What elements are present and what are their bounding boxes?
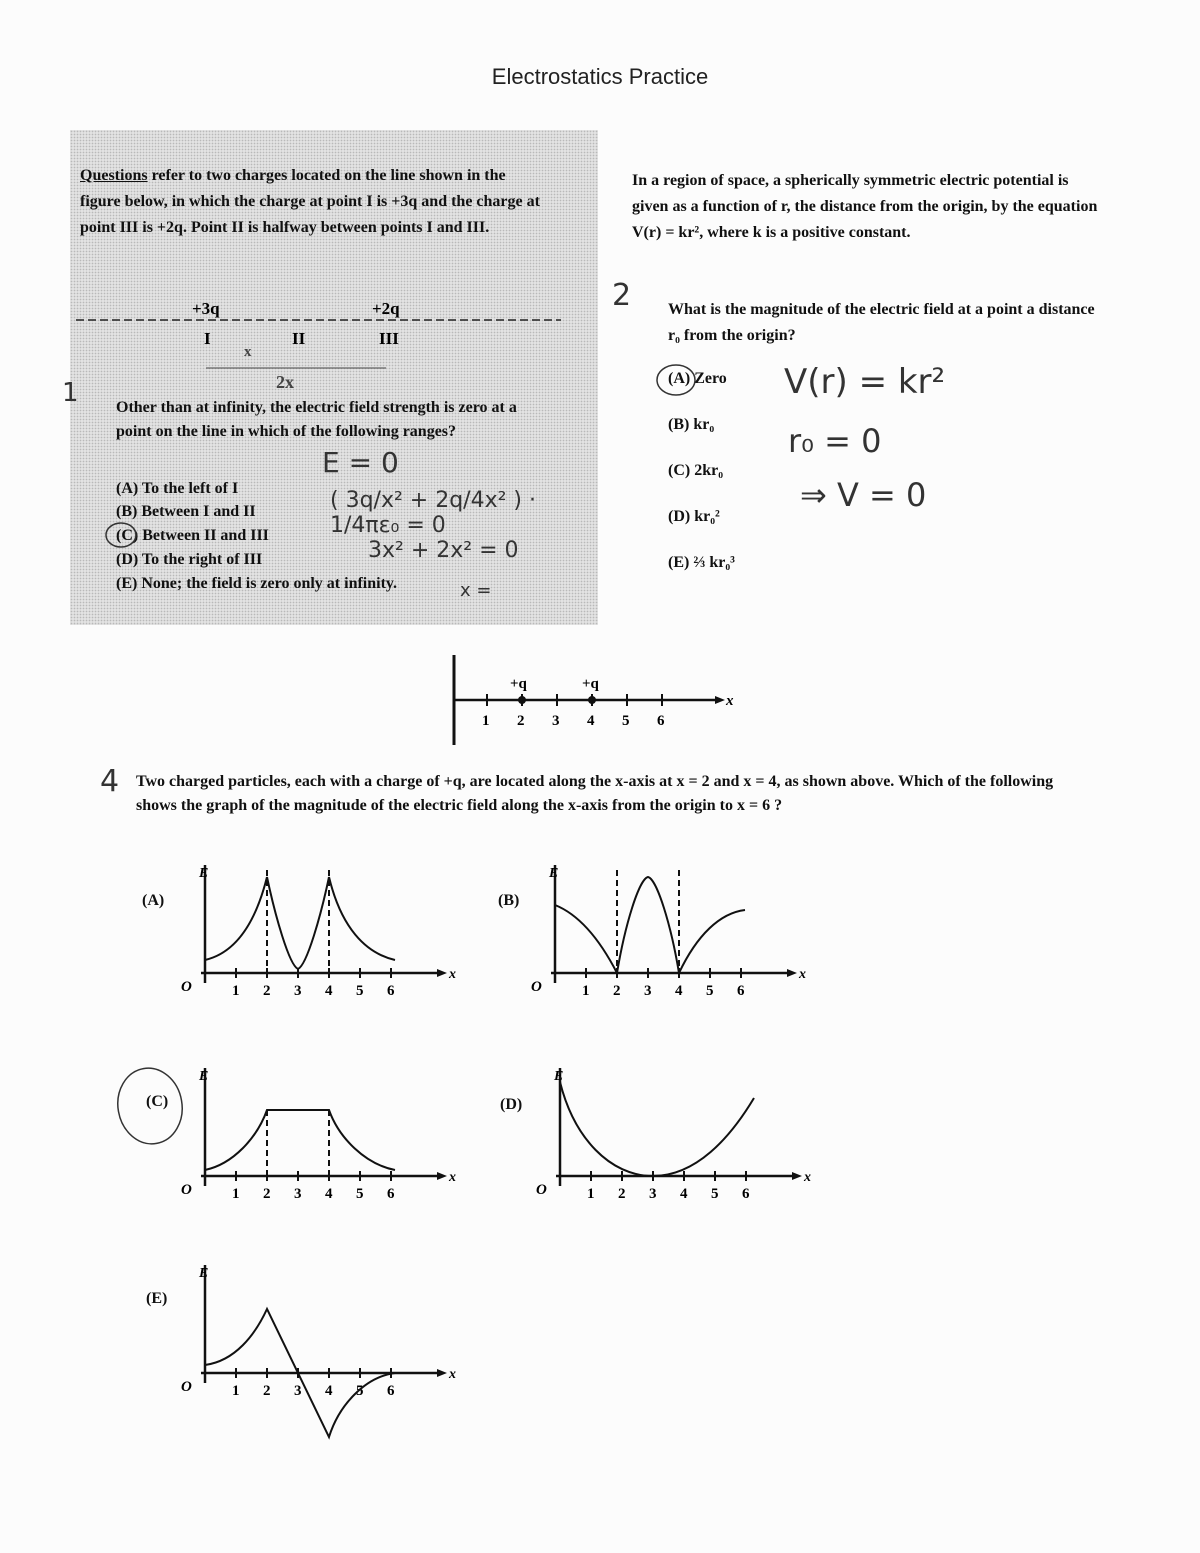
- q1-option-e[interactable]: (E) None; the field is zero only at infinity.: [116, 575, 398, 592]
- graph-a-tick-label-1: 1: [232, 983, 240, 999]
- handwritten-r0: r₀ = 0: [788, 422, 882, 460]
- axis-figure-charge-left: +q: [510, 676, 527, 692]
- graph-a: [175, 865, 455, 1005]
- graph-a-origin-label: O: [181, 979, 192, 995]
- graph-a-tick-label-2: 2: [263, 983, 271, 999]
- q2-option-b[interactable]: (B) kr₀: [668, 416, 715, 433]
- axis-figure-tick-4: 4: [587, 713, 595, 729]
- graph-a-tick-label-4: 4: [325, 983, 333, 999]
- axis-figure-charge-right: +q: [582, 676, 599, 692]
- axis-figure-tick-5: 5: [622, 713, 630, 729]
- intro-label: Questions: [80, 167, 148, 184]
- point-label-2: II: [292, 329, 306, 348]
- q2-option-c[interactable]: (C) 2kr₀: [668, 462, 724, 479]
- page-title: Electrostatics Practice: [491, 64, 709, 89]
- handwritten-number-1: 1: [62, 378, 79, 408]
- graph-e-tick-label-1: 1: [232, 1383, 240, 1399]
- graph-a-x-arrow: [437, 969, 447, 977]
- charges-axis-figure: [440, 655, 740, 750]
- handwritten-v-zero: ⇒ V = 0: [800, 476, 927, 514]
- graph-e-tick-label-6: 6: [387, 1383, 395, 1399]
- graph-d-origin-label: O: [536, 1182, 547, 1198]
- q1-option-d[interactable]: (D) To the right of III: [116, 551, 263, 568]
- graph-e-y-label: E: [199, 1266, 209, 1281]
- charge-label-2: +2q: [372, 299, 400, 318]
- graph-b-x-arrow: [787, 969, 797, 977]
- question-1-text: Other than at infinity, the electric field strength is zero at a point on the line in which of the following ranges?: [116, 399, 517, 440]
- graph-c-tick-label-4: 4: [325, 1186, 333, 1202]
- intro-text: refer to two charges located on the line shown in the figure below, in which the charge at point I is +3q and the charge at point III is +2q. Point II is halfway between points I and III.: [80, 167, 540, 236]
- graph-a-label[interactable]: (A): [142, 892, 165, 909]
- graph-d-x-arrow: [792, 1172, 802, 1180]
- graph-d-label[interactable]: (D): [500, 1096, 523, 1113]
- graph-b-tick-label-2: 2: [613, 983, 621, 999]
- right-question-intro: In a region of space, a spherically symmetric electric potential is given as a function of r, the distance from the origin, by the equation V(r) = kr², where k is a positive constant.: [632, 172, 1098, 241]
- axis-figure-x-label: x: [726, 693, 734, 709]
- circle-mark-option-c: [104, 520, 144, 550]
- axis-figure-tick-3: 3: [552, 713, 560, 729]
- q2-option-e[interactable]: (E) ⅔ kr₀³: [668, 554, 735, 571]
- graph-c-tick-label-2: 2: [263, 1186, 271, 1202]
- axis-figure-tick-2: 2: [517, 713, 525, 729]
- q1-option-c[interactable]: (C) Between II and III: [116, 527, 269, 544]
- point-label-3: III: [379, 329, 399, 348]
- axis-figure-tick-6: 6: [657, 713, 665, 729]
- graph-c-tick-label-6: 6: [387, 1186, 395, 1202]
- handwritten-v-eq: V(r) = kr²: [784, 362, 946, 402]
- point-label-1: I: [204, 329, 211, 348]
- handwritten-number-4: 4: [100, 764, 120, 799]
- graph-e-x-label: x: [449, 1367, 456, 1382]
- graph-c-x-label: x: [449, 1170, 456, 1185]
- handwritten-number-2: 2: [612, 278, 632, 313]
- graph-d-tick-label-5: 5: [711, 1186, 719, 1202]
- graph-e-origin-label: O: [181, 1379, 192, 1395]
- handwritten-equation: 3x² + 2x² = 0: [368, 538, 519, 563]
- axis-figure-tick-1: 1: [482, 713, 490, 729]
- charge-line-figure: [76, 290, 566, 390]
- graph-c-label[interactable]: (C): [146, 1093, 169, 1110]
- q1-option-a[interactable]: (A) To the left of I: [116, 480, 239, 497]
- graph-e-tick-label-4: 4: [325, 1383, 333, 1399]
- graph-d-tick-label-4: 4: [680, 1186, 688, 1202]
- graph-c: [175, 1068, 455, 1208]
- pencil-2x: 2x: [276, 372, 294, 392]
- graph-e-x-arrow: [437, 1369, 447, 1377]
- graph-c-tick-label-1: 1: [232, 1186, 240, 1202]
- graph-d-tick-label-6: 6: [742, 1186, 750, 1202]
- graph-c-x-arrow: [437, 1172, 447, 1180]
- graph-c-origin-label: O: [181, 1182, 192, 1198]
- question-3-text: Two charged particles, each with a charge of +q, are located along the x-axis at x = 2 and x = 4, as shown above. Which of the following shows the graph of the magnitude of the electric field along the x-axis from the origin to x = 6 ?: [136, 773, 1054, 814]
- graph-b-tick-label-1: 1: [582, 983, 590, 999]
- charge-label-1: +3q: [192, 299, 220, 318]
- graph-b-tick-label-3: 3: [644, 983, 652, 999]
- graph-d-x-label: x: [804, 1170, 811, 1185]
- graph-b-tick-label-6: 6: [737, 983, 745, 999]
- q1-option-b[interactable]: (B) Between I and II: [116, 503, 256, 520]
- graph-d-tick-label-2: 2: [618, 1186, 626, 1202]
- question-intro: [80, 163, 550, 241]
- q2-option-d[interactable]: (D) kr₀²: [668, 508, 720, 525]
- graph-a-x-label: x: [449, 967, 456, 982]
- graph-c-tick-label-3: 3: [294, 1186, 302, 1202]
- graph-c-tick-label-5: 5: [356, 1186, 364, 1202]
- graph-e: [175, 1265, 455, 1465]
- question-2-text: What is the magnitude of the electric field at a point a distance r₀ from the origin?: [668, 301, 1095, 344]
- graph-a-tick-label-6: 6: [387, 983, 395, 999]
- graph-a-tick-label-5: 5: [356, 983, 364, 999]
- graph-e-tick-label-2: 2: [263, 1383, 271, 1399]
- graph-a-y-label: E: [199, 866, 209, 881]
- handwritten-fraction: ( 3q/x² + 2q/4x² ) · 1/4πε₀ = 0: [330, 488, 536, 538]
- graph-e-label[interactable]: (E): [146, 1290, 168, 1307]
- graph-b-tick-label-4: 4: [675, 983, 683, 999]
- circle-mark-option-a: [654, 362, 704, 398]
- pencil-x: x: [244, 344, 252, 360]
- graph-b-tick-label-5: 5: [706, 983, 714, 999]
- graph-d-y-label: E: [554, 1069, 564, 1084]
- graph-b-label[interactable]: (B): [498, 892, 520, 909]
- graph-b-y-label: E: [549, 866, 559, 881]
- graph-d-tick-label-1: 1: [587, 1186, 595, 1202]
- graph-b-x-label: x: [799, 967, 806, 982]
- graph-b: [525, 865, 815, 1005]
- graph-d: [530, 1068, 815, 1208]
- handwritten-e-zero: E = 0: [322, 446, 399, 479]
- q2-option-a[interactable]: (A) Zero: [668, 370, 727, 387]
- graph-e-tick-label-3: 3: [294, 1383, 302, 1399]
- graph-b-origin-label: O: [531, 979, 542, 995]
- graph-c-y-label: E: [199, 1069, 209, 1084]
- graph-a-tick-label-3: 3: [294, 983, 302, 999]
- graph-e-tick-label-5: 5: [356, 1383, 364, 1399]
- graph-d-tick-label-3: 3: [649, 1186, 657, 1202]
- handwritten-x-eq: x =: [460, 580, 492, 601]
